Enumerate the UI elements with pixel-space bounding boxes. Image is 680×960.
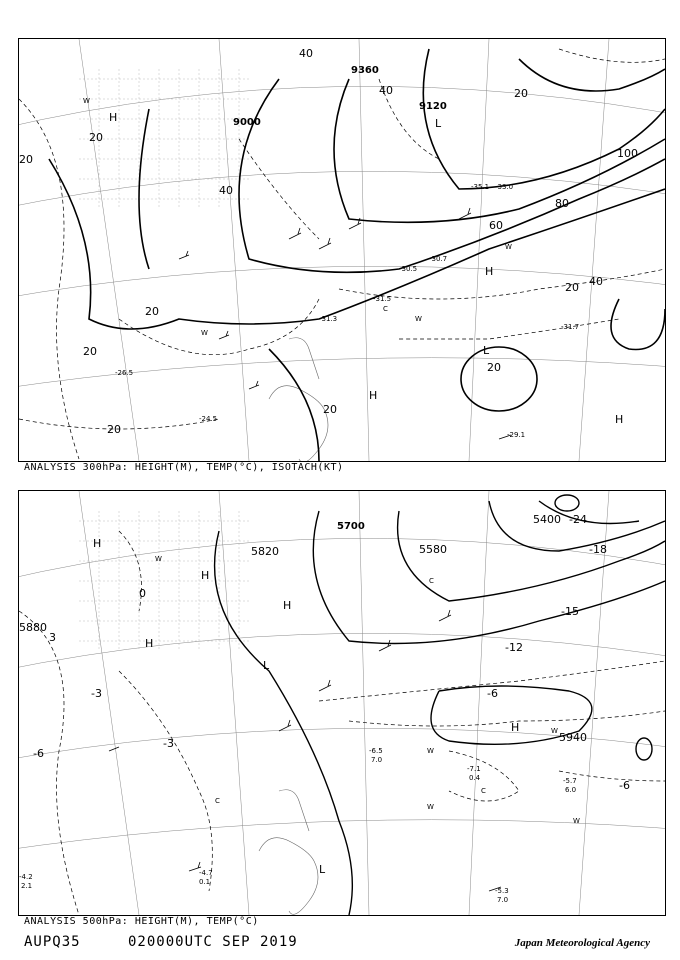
station-value: 2.1 xyxy=(21,882,33,890)
station-value: 7.0 xyxy=(497,896,509,904)
thermal-label: W xyxy=(427,803,434,811)
height-label: 5400 xyxy=(533,513,561,526)
map-panel-500hpa xyxy=(18,490,666,916)
temperature-label: -24 xyxy=(569,513,587,526)
thermal-label: W xyxy=(155,555,162,563)
station-value: -5.3 xyxy=(495,887,509,895)
center-label: H xyxy=(369,389,378,402)
center-label: L xyxy=(263,659,270,672)
temperature-label: -12 xyxy=(505,641,523,654)
coastline xyxy=(269,338,328,461)
thermal-label: W xyxy=(201,329,208,337)
isotach-label: 60 xyxy=(489,219,503,232)
temperature-label: -31.7 xyxy=(561,323,580,331)
thermal-label: W xyxy=(551,727,558,735)
height-label: 9000 xyxy=(233,117,261,128)
height-label: 5880 xyxy=(19,621,47,634)
isotach-label: 40 xyxy=(219,184,233,197)
station-value: -4.2 xyxy=(19,873,33,881)
isotach-label: 20 xyxy=(19,153,33,166)
height-label: 5940 xyxy=(559,731,587,744)
temperature-label: -18 xyxy=(589,543,607,556)
isotach-label: 20 xyxy=(83,345,97,358)
center-label: H xyxy=(109,111,118,124)
station-value: -5.7 xyxy=(563,777,577,785)
temperature-label: -31.3 xyxy=(319,315,338,323)
center-label: L xyxy=(483,344,490,357)
temperature-label: -26.5 xyxy=(115,369,134,377)
isotach-label: 20 xyxy=(145,305,159,318)
height-label: 5700 xyxy=(337,521,365,532)
graticule xyxy=(19,491,665,915)
station-value: -7.1 xyxy=(467,765,481,773)
panel-caption-500hpa: ANALYSIS 500hPa: HEIGHT(M), TEMP(°C) xyxy=(24,916,259,927)
center-label: H xyxy=(201,569,210,582)
height-label: 9120 xyxy=(419,101,447,112)
temperature-label: -33.0 xyxy=(495,183,514,191)
thermal-label: W xyxy=(427,747,434,755)
station-value: -6.5 xyxy=(369,747,383,755)
temperature-label: -3 xyxy=(91,687,102,700)
center-label: H xyxy=(615,413,624,426)
temperature-label: -30.5 xyxy=(399,265,418,273)
isotach-label: 20 xyxy=(107,423,121,436)
isotach-label: 20 xyxy=(514,87,528,100)
thermal-label: C xyxy=(481,787,486,795)
wind-barbs xyxy=(109,610,501,891)
center-label: L xyxy=(319,863,326,876)
isotach-label: 80 xyxy=(555,197,569,210)
map-panel-300hpa xyxy=(18,38,666,462)
center-label: H xyxy=(283,599,292,612)
height-contours xyxy=(215,495,665,915)
no-data-grid xyxy=(79,511,249,651)
temperature-label: 0 xyxy=(139,587,146,600)
station-value: 6.0 xyxy=(565,786,577,794)
center-label: H xyxy=(485,265,494,278)
thermal-label: C xyxy=(383,305,388,313)
thermal-label: W xyxy=(83,97,90,105)
temperature-label: -35.1 xyxy=(471,183,490,191)
center-label: H xyxy=(145,637,154,650)
center-label: H xyxy=(93,537,102,550)
thermal-label: W xyxy=(505,243,512,251)
center-label: H xyxy=(511,721,520,734)
temperature-label: -31.5 xyxy=(373,295,392,303)
temperature-label: -30.7 xyxy=(429,255,448,263)
station-value: 0.1 xyxy=(199,878,211,886)
height-label: 5820 xyxy=(251,545,279,558)
center-label: L xyxy=(435,117,442,130)
valid-time: 020000UTC SEP 2019 xyxy=(128,934,298,950)
thermal-label: W xyxy=(573,817,580,825)
temperature-label: -24.5 xyxy=(199,415,218,423)
isotach-label: 100 xyxy=(617,147,638,160)
temperature-label: -15 xyxy=(561,605,579,618)
temperature-label: 3 xyxy=(49,631,56,644)
panel-caption-300hpa: ANALYSIS 300hPa: HEIGHT(M), TEMP(°C), ISOTACH(KT) xyxy=(24,462,344,473)
isotach-label: 20 xyxy=(89,131,103,144)
station-value: -4.7 xyxy=(199,869,213,877)
graticule xyxy=(19,39,665,461)
isotach-label: 20 xyxy=(323,403,337,416)
isotach-label: 40 xyxy=(589,275,603,288)
height-label: 9360 xyxy=(351,65,379,76)
thermal-label: C xyxy=(215,797,220,805)
weather-map-300hpa xyxy=(19,39,665,461)
temperature-label: -6 xyxy=(33,747,44,760)
temperature-label: -29.1 xyxy=(507,431,526,439)
temperature-label: -6 xyxy=(619,779,630,792)
station-value: 0.4 xyxy=(469,774,481,782)
weather-map-500hpa xyxy=(19,491,665,915)
thermal-label: C xyxy=(429,577,434,585)
isotach-label: 20 xyxy=(487,361,501,374)
height-label: 5580 xyxy=(419,543,447,556)
temperature-label: -6 xyxy=(487,687,498,700)
station-value: 7.0 xyxy=(371,756,383,764)
temperature-label: -3 xyxy=(163,737,174,750)
product-code: AUPQ35 xyxy=(24,934,81,950)
agency-credit: Japan Meteorological Agency xyxy=(514,937,650,949)
thermal-label: W xyxy=(415,315,422,323)
isotherm-contours xyxy=(19,531,665,915)
isotach-label: 20 xyxy=(565,281,579,294)
isotach-label: 40 xyxy=(299,47,313,60)
height-contours xyxy=(49,49,665,461)
isotach-label: 40 xyxy=(379,84,393,97)
coastline xyxy=(259,790,318,915)
